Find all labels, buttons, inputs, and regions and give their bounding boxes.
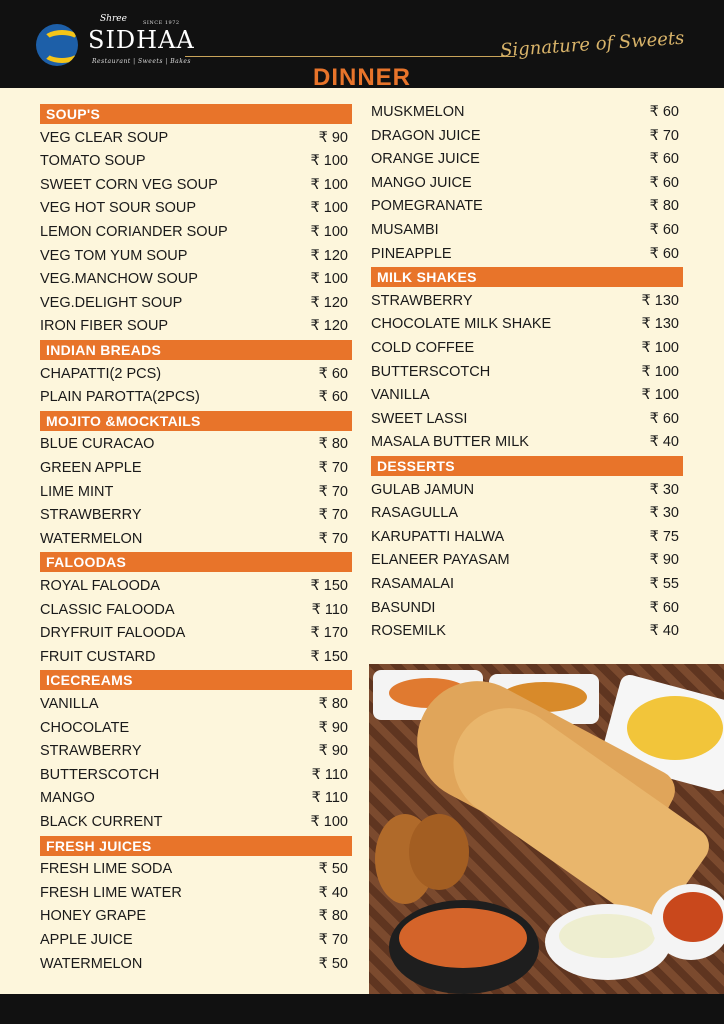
item-name: BASUNDI — [371, 599, 436, 616]
item-price: ₹ 150 — [310, 648, 348, 665]
item-name: IRON FIBER SOUP — [40, 318, 169, 335]
sidhaa-s-logo-icon — [36, 24, 78, 66]
item-price: ₹ 60 — [318, 365, 348, 382]
item-name: RASAMALAI — [371, 576, 454, 592]
item-price: ₹ 120 — [310, 247, 348, 264]
item-name: ELANEER PAYASAM — [371, 552, 510, 569]
item-price: ₹ 100 — [310, 224, 348, 240]
item-price: ₹ 110 — [311, 790, 348, 807]
menu-item — [40, 623, 348, 643]
item-price: ₹ 50 — [318, 955, 348, 972]
item-name: MUSAMBI — [371, 222, 439, 238]
menu-item — [371, 621, 679, 641]
item-price: ₹ 70 — [318, 460, 348, 476]
item-name: MANGO JUICE — [371, 174, 472, 191]
menu-item — [371, 503, 679, 523]
item-price: ₹ 30 — [649, 505, 679, 522]
menu-item — [40, 387, 348, 407]
item-price: ₹ 40 — [649, 623, 679, 640]
item-price: ₹ 60 — [649, 174, 679, 191]
item-name: STRAWBERRY — [371, 292, 473, 309]
item-name: CLASSIC FALOODA — [40, 601, 175, 618]
bottom-bar — [0, 994, 724, 1024]
item-price: ₹ 130 — [641, 292, 679, 309]
item-price: ₹ 70 — [318, 507, 348, 524]
item-name: SWEET CORN VEG SOUP — [40, 176, 218, 193]
item-name: BLUE CURACAO — [40, 436, 155, 453]
menu-item — [40, 434, 348, 454]
item-price: ₹ 110 — [311, 766, 348, 783]
signature-script: Signature of Sweets — [499, 27, 685, 62]
item-price: ₹ 80 — [649, 198, 679, 215]
item-price: ₹ 100 — [310, 200, 348, 217]
category-header: MOJITO &MOCKTAILS — [40, 411, 352, 431]
item-name: BUTTERSCOTCH — [40, 766, 160, 783]
menu-item — [40, 647, 348, 667]
menu-item — [371, 550, 679, 570]
category-header: FALOODAS — [40, 552, 352, 572]
menu-item — [40, 788, 348, 808]
menu-item — [40, 128, 348, 148]
item-price: ₹ 70 — [649, 127, 679, 144]
item-price: ₹ 40 — [318, 884, 348, 901]
item-name: BUTTERSCOTCH — [371, 363, 491, 380]
menu-item — [40, 198, 348, 218]
brand-name: SIDHAA — [88, 26, 195, 54]
item-name: ROYAL FALOODA — [40, 578, 161, 594]
item-price: ₹ 100 — [310, 153, 348, 170]
brand-since: SINCE 1972 — [143, 20, 180, 26]
item-name: PLAIN PAROTTA(2PCS) — [40, 389, 200, 406]
item-price: ₹ 150 — [310, 578, 348, 594]
item-name: KARUPATTI HALWA — [371, 528, 505, 545]
item-name: DRAGON JUICE — [371, 127, 481, 144]
item-price: ₹ 60 — [649, 410, 679, 427]
menu-item — [40, 316, 348, 336]
item-price: ₹ 40 — [649, 434, 679, 451]
menu-item — [40, 906, 348, 926]
category-header: FRESH JUICES — [40, 836, 352, 856]
item-price: ₹ 60 — [649, 245, 679, 262]
header-divider — [185, 56, 515, 57]
menu-item — [40, 741, 348, 761]
item-name: TOMATO SOUP — [40, 153, 146, 170]
item-name: CHOCOLATE MILK SHAKE — [371, 316, 552, 333]
item-price: ₹ 80 — [318, 436, 348, 453]
item-price: ₹ 90 — [318, 743, 348, 760]
menu-item — [371, 314, 679, 334]
item-price: ₹ 90 — [649, 552, 679, 569]
item-price: ₹ 70 — [318, 530, 348, 547]
menu-item — [40, 859, 348, 879]
menu-item — [40, 222, 348, 242]
item-price: ₹ 100 — [310, 176, 348, 193]
item-name: FRESH LIME SODA — [40, 861, 173, 878]
item-name: RASAGULLA — [371, 505, 459, 522]
item-name: MASALA BUTTER MILK — [371, 434, 529, 451]
item-price: ₹ 90 — [318, 719, 348, 736]
menu-item — [40, 718, 348, 738]
item-price: ₹ 80 — [318, 696, 348, 712]
category-header: SOUP'S — [40, 104, 352, 124]
menu-item — [40, 246, 348, 266]
menu-item — [40, 765, 348, 785]
item-name: MANGO — [40, 790, 95, 807]
menu-item — [371, 480, 679, 500]
menu-item — [371, 244, 679, 264]
item-name: WATERMELON — [40, 955, 143, 972]
menu-item — [371, 220, 679, 240]
menu-item — [40, 600, 348, 620]
item-price: ₹ 55 — [649, 576, 679, 592]
item-name: MUSKMELON — [371, 104, 465, 120]
item-name: VANILLA — [371, 387, 430, 404]
item-price: ₹ 60 — [649, 104, 679, 120]
page-title: DINNER — [312, 64, 411, 91]
menu-item — [40, 293, 348, 313]
item-name: APPLE JUICE — [40, 932, 133, 948]
menu-item — [40, 505, 348, 525]
menu-item — [371, 574, 679, 594]
menu-item — [40, 175, 348, 195]
menu-item — [40, 269, 348, 289]
item-name: FRESH LIME WATER — [40, 884, 182, 901]
brand-tagline: Restaurant | Sweets | Bakes — [92, 58, 191, 65]
menu-item — [371, 149, 679, 169]
menu-item — [40, 364, 348, 384]
menu-item — [371, 409, 679, 429]
category-header: MILK SHAKES — [371, 267, 683, 287]
menu-item — [40, 812, 348, 832]
item-name: PINEAPPLE — [371, 245, 452, 262]
item-price: ₹ 100 — [641, 363, 679, 380]
item-name: VEG TOM YUM SOUP — [40, 247, 188, 264]
item-price: ₹ 30 — [649, 481, 679, 498]
item-name: VEG HOT SOUR SOUP — [40, 200, 197, 217]
menu-item — [40, 954, 348, 974]
item-price: ₹ 120 — [310, 294, 348, 311]
item-price: ₹ 75 — [649, 528, 679, 545]
item-price: ₹ 80 — [318, 908, 348, 925]
item-name: ROSEMILK — [371, 623, 446, 640]
item-name: VEG.DELIGHT SOUP — [40, 294, 183, 311]
item-price: ₹ 60 — [649, 222, 679, 238]
item-name: CHAPATTI(2 PCS) — [40, 365, 162, 382]
category-header: DESSERTS — [371, 456, 683, 476]
item-price: ₹ 50 — [318, 861, 348, 878]
item-price: ₹ 90 — [318, 129, 348, 146]
menu-item — [40, 694, 348, 714]
menu-item — [371, 385, 679, 405]
menu-item — [40, 930, 348, 950]
category-header: INDIAN BREADS — [40, 340, 352, 360]
menu-item — [371, 338, 679, 358]
item-name: STRAWBERRY — [40, 743, 142, 760]
item-name: VEG.MANCHOW SOUP — [40, 271, 198, 288]
item-price: ₹ 130 — [641, 316, 679, 333]
menu-item — [40, 458, 348, 478]
item-price: ₹ 60 — [318, 389, 348, 406]
item-name: GREEN APPLE — [40, 460, 142, 476]
menu-item — [371, 173, 679, 193]
item-name: LIME MINT — [40, 483, 114, 500]
menu-item — [40, 529, 348, 549]
category-header: ICECREAMS — [40, 670, 352, 690]
menu-item — [371, 291, 679, 311]
item-price: ₹ 100 — [310, 814, 348, 830]
item-name: VANILLA — [40, 696, 99, 712]
item-price: ₹ 70 — [318, 483, 348, 500]
item-price: ₹ 60 — [649, 599, 679, 616]
item-price: ₹ 100 — [641, 387, 679, 404]
item-name: ORANGE JUICE — [371, 151, 480, 168]
menu-item — [40, 883, 348, 903]
item-name: BLACK CURRENT — [40, 814, 163, 830]
item-price: ₹ 170 — [310, 625, 348, 642]
item-name: FRUIT CUSTARD — [40, 648, 156, 665]
item-name: VEG CLEAR SOUP — [40, 129, 169, 146]
item-price: ₹ 70 — [318, 932, 348, 948]
menu-item — [371, 102, 679, 122]
menu-item — [371, 196, 679, 216]
item-price: ₹ 100 — [310, 271, 348, 288]
item-price: ₹ 110 — [311, 601, 348, 618]
item-name: SWEET LASSI — [371, 410, 468, 427]
food-photo — [369, 664, 724, 994]
item-name: LEMON CORIANDER SOUP — [40, 224, 228, 240]
menu-item — [40, 576, 348, 596]
item-name: COLD COFFEE — [371, 340, 475, 356]
menu-item — [371, 362, 679, 382]
menu-item — [371, 527, 679, 547]
menu-item — [40, 482, 348, 502]
brand-shree: Shree — [100, 14, 127, 24]
item-price: ₹ 120 — [310, 318, 348, 335]
menu-item — [371, 432, 679, 452]
item-name: POMEGRANATE — [371, 198, 483, 215]
item-name: GULAB JAMUN — [371, 481, 475, 498]
item-price: ₹ 60 — [649, 151, 679, 168]
item-price: ₹ 100 — [641, 340, 679, 356]
menu-item — [371, 126, 679, 146]
item-name: WATERMELON — [40, 530, 143, 547]
item-name: HONEY GRAPE — [40, 908, 147, 925]
menu-item — [371, 598, 679, 618]
menu-item — [40, 151, 348, 171]
item-name: CHOCOLATE — [40, 719, 130, 736]
item-name: DRYFRUIT FALOODA — [40, 625, 186, 642]
item-name: STRAWBERRY — [40, 507, 142, 524]
